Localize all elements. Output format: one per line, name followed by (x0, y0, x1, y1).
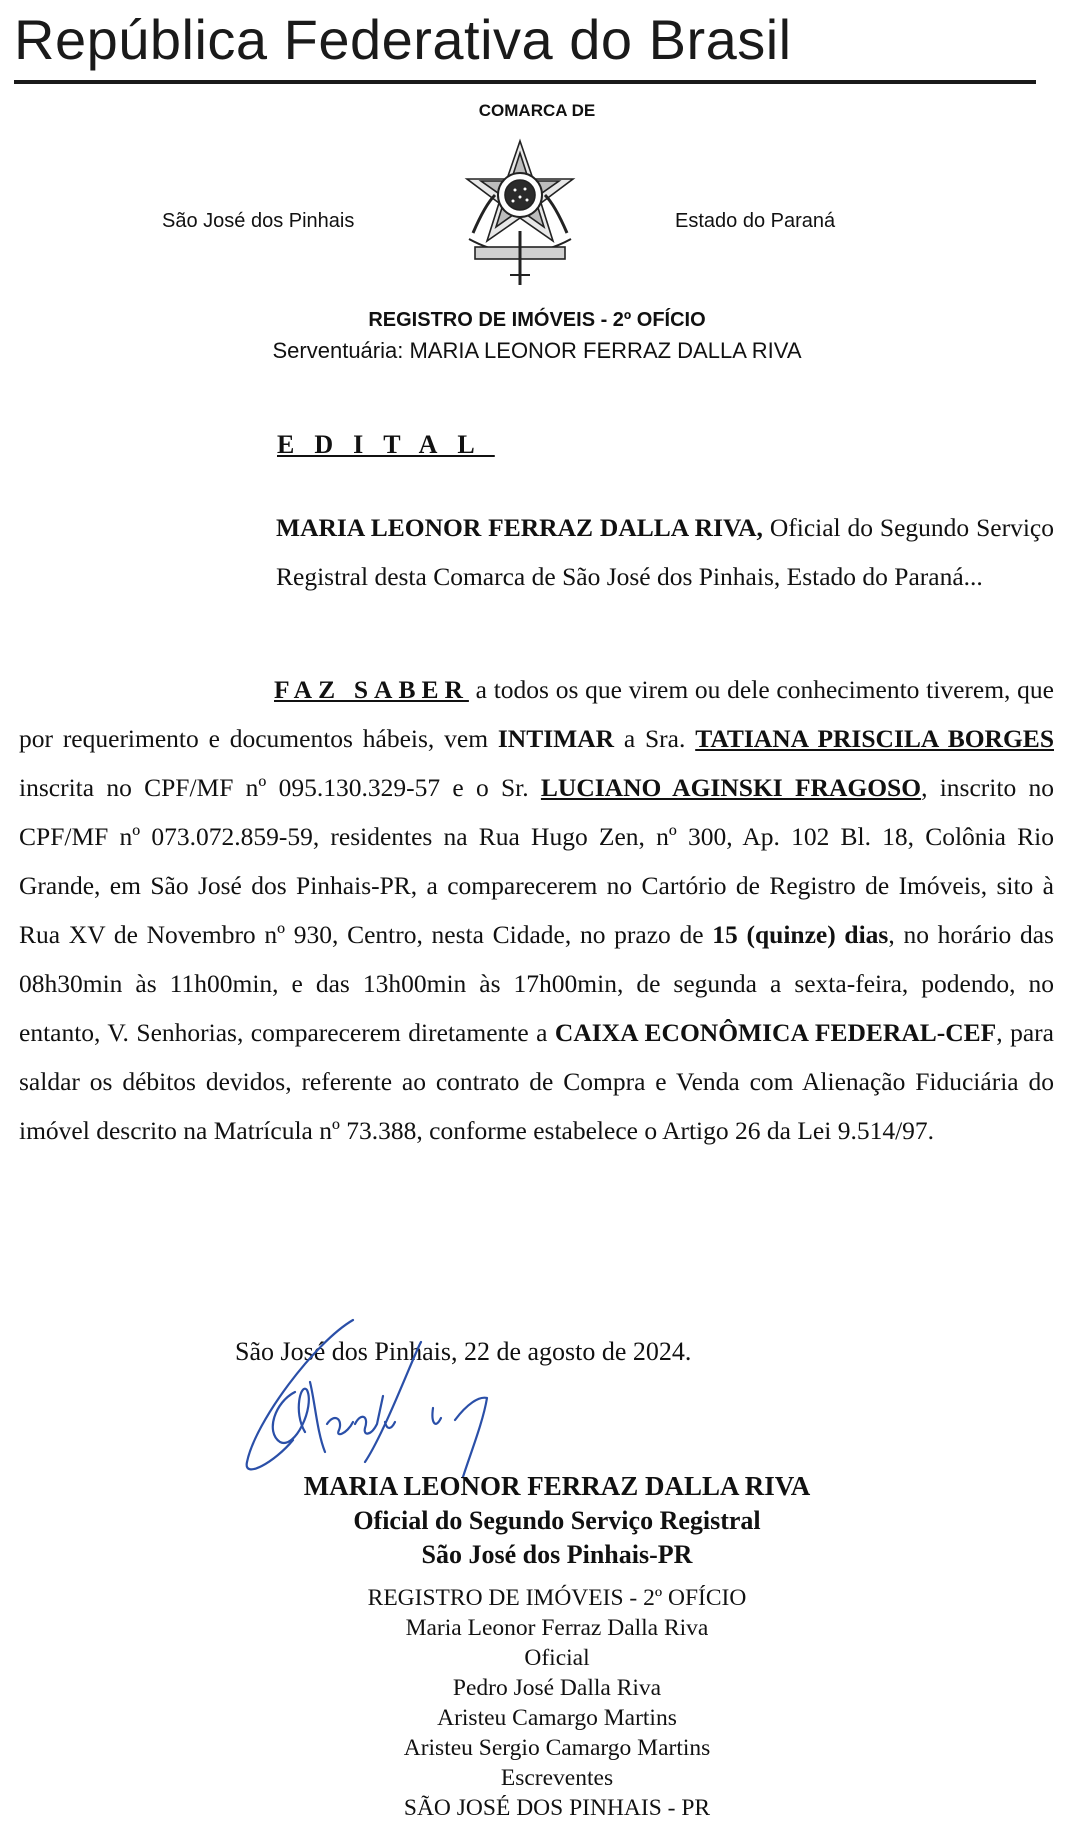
state-label: Estado do Paraná (675, 210, 836, 232)
intimar-word: INTIMAR (497, 724, 615, 753)
serventuaria-line: Serventuária: MARIA LEONOR FERRAZ DALLA RIVA (272, 338, 802, 363)
stamp-clerks-label: Escreventes (500, 1765, 614, 1791)
coat-of-arms-icon (455, 135, 585, 293)
notice-text-2: a Sra. (614, 724, 696, 753)
handwritten-signature (235, 1312, 595, 1482)
date-line: São José dos Pinhais, 22 de agosto de 2024. (235, 1337, 692, 1366)
notice-text-1: a todos os que virem ou dele conhecimento tiverem, que por requerimento e documentos hábeis, vem (19, 675, 1054, 753)
deadline: 15 (quinze) dias (712, 920, 889, 949)
bank-name: CAIXA ECONÔMICA FEDERAL-CEF (554, 1018, 997, 1047)
stamp-official-role: Oficial (524, 1645, 590, 1671)
signer-name: MARIA LEONOR FERRAZ DALLA RIVA (303, 1471, 811, 1501)
signer-role: Oficial do Segundo Serviço Registral (353, 1506, 761, 1535)
stamp-office: REGISTRO DE IMÓVEIS - 2º OFÍCIO (367, 1585, 747, 1611)
notice-text-4: , inscrito no CPF/MF nº 073.072.859-59, residentes na Rua Hugo Zen, nº 300, Ap. 102 Bl. 18, Colônia Rio Grande, em São José dos Pinhais-PR, a comparecerem no Cartório de Registro de Imóveis, sito à Rua XV de Novembro nº 930, Centro, nesta Cidade, no prazo de (19, 773, 1054, 949)
intro-text: Oficial do Segundo Serviço Registral desta Comarca de São José dos Pinhais, Estado do Paraná... (276, 513, 1054, 591)
country-title: República Federativa do Brasil (14, 8, 792, 71)
stamp-city: SÃO JOSÉ DOS PINHAIS - PR (403, 1795, 711, 1821)
signer-place: São José dos Pinhais-PR (421, 1540, 693, 1569)
official-name: MARIA LEONOR FERRAZ DALLA RIVA, (276, 513, 763, 542)
stamp-official-name: Maria Leonor Ferraz Dalla Riva (405, 1615, 709, 1641)
stamp-clerk-3: Aristeu Sergio Camargo Martins (403, 1735, 711, 1761)
intro-paragraph (276, 503, 1054, 601)
city-label: São José dos Pinhais (162, 210, 355, 232)
person-2-name: LUCIANO AGINSKI FRAGOSO (540, 773, 922, 802)
edital-title: EDITAL (277, 430, 495, 459)
header-rule (14, 80, 1036, 84)
faz-saber-heading: FAZ SABER (274, 675, 469, 704)
notice-paragraph (19, 665, 1054, 1155)
notice-text-3: inscrita no CPF/MF nº 095.130.329-57 e o Sr. (19, 773, 541, 802)
notice-text-5: , no horário das 08h30min às 11h00min, e das 13h00min às 17h00min, de segunda a sexta-feira, podendo, no entanto, V. Senhorias, comparecerem diretamente a (19, 920, 1054, 1047)
comarca-label: COMARCA DE (478, 101, 596, 120)
stamp-clerk-1: Pedro José Dalla Riva (452, 1675, 662, 1701)
notice-text-6: , para saldar os débitos devidos, referente ao contrato de Compra e Venda com Alienação Fiduciária do imóvel descrito na Matrícula nº 73.388, conforme estabelece o Artigo 26 da Lei 9.514/97. (19, 1018, 1054, 1145)
person-1-name: TATIANA PRISCILA BORGES (695, 724, 1054, 753)
stamp-clerk-2: Aristeu Camargo Martins (437, 1705, 677, 1731)
office-title: REGISTRO DE IMÓVEIS - 2º OFÍCIO (368, 309, 706, 331)
